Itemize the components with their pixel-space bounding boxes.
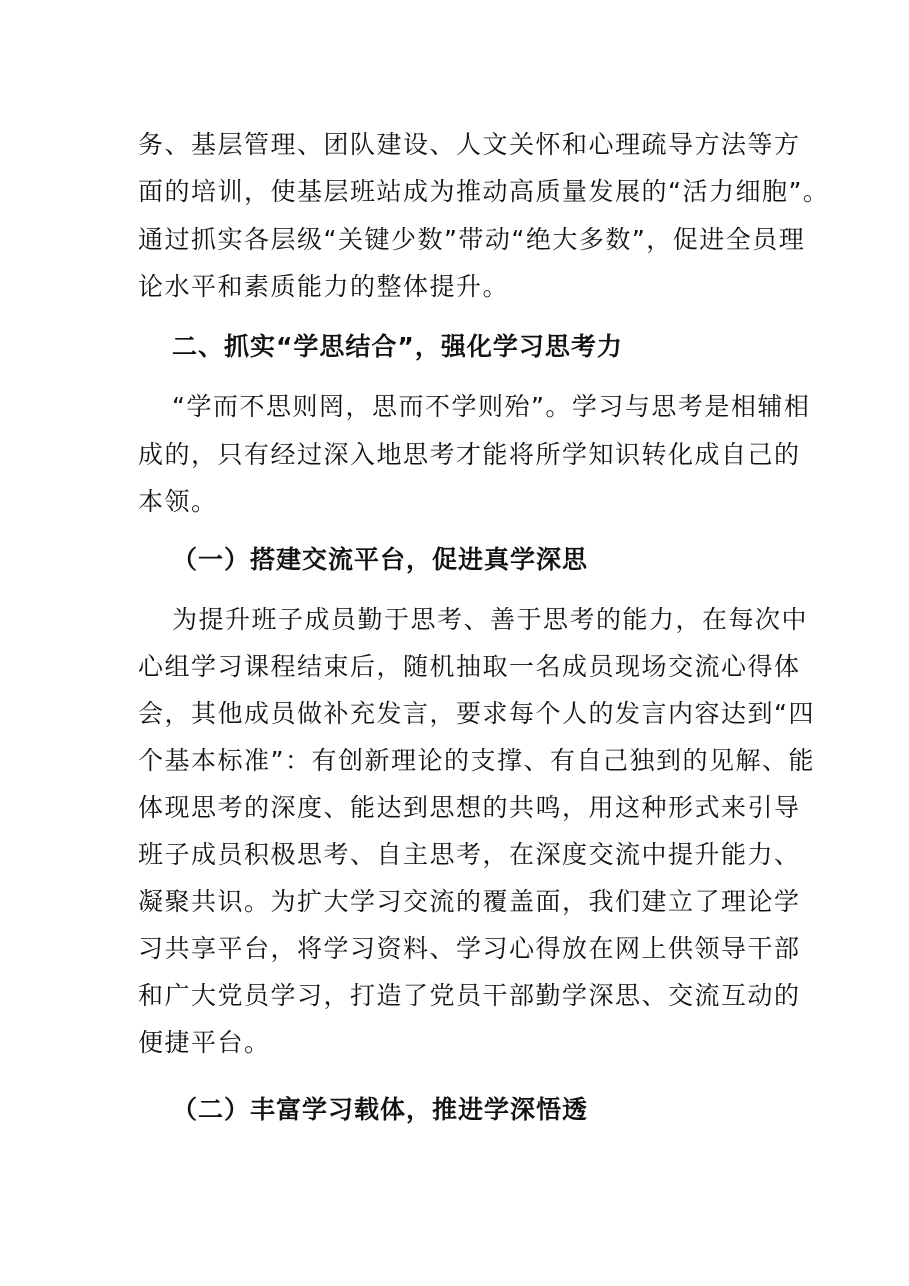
section-2-intro-line-1: “学而不思则罔，思而不学则殆”。学习与思考是相辅相: [172, 392, 811, 421]
subsection-1-heading: （一）搭建交流平台，促进真学深思: [172, 545, 589, 574]
paragraph-1-line-4: 论水平和素质能力的整体提升。: [138, 272, 510, 301]
subsection-1-line-7: 凝聚共识。为扩大学习交流的覆盖面，我们建立了理论学: [138, 887, 801, 916]
paragraph-1-line-1: 务、基层管理、团队建设、人文关怀和心理疏导方法等方: [138, 130, 801, 159]
paragraph-1-line-2: 面的培训，使基层班站成为推动高质量发展的“活力细胞”。: [138, 177, 830, 206]
subsection-1-line-4: 个基本标准”：有创新理论的支撑、有自己独到的见解、能: [138, 746, 815, 775]
subsection-1-line-1: 为提升班子成员勤于思考、善于思考的能力，在每次中: [172, 605, 809, 634]
section-2-heading: 二、抓实“学思结合”，强化学习思考力: [172, 332, 623, 361]
subsection-1-line-10: 便捷平台。: [138, 1028, 271, 1057]
subsection-1-line-3: 会，其他成员做补充发言，要求每个人的发言内容达到“四: [138, 699, 815, 728]
section-2-intro-line-2: 成的，只有经过深入地思考才能将所学知识转化成自己的: [138, 440, 801, 469]
subsection-1-line-2: 心组学习课程结束后，随机抽取一名成员现场交流心得体: [138, 652, 801, 681]
section-2-intro-line-3: 本领。: [138, 487, 218, 516]
paragraph-1-line-3: 通过抓实各层级“关键少数”带动“绝大多数”，促进全员理: [138, 225, 806, 254]
subsection-1-line-5: 体现思考的深度、能达到思想的共鸣，用这种形式来引导: [138, 793, 801, 822]
subsection-2-heading: （二）丰富学习载体，推进学深悟透: [172, 1095, 589, 1124]
subsection-1-line-9: 和广大党员学习，打造了党员干部勤学深思、交流互动的: [138, 981, 801, 1010]
subsection-1-line-8: 习共享平台，将学习资料、学习心得放在网上供领导干部: [138, 934, 801, 963]
subsection-1-line-6: 班子成员积极思考、自主思考，在深度交流中提升能力、: [138, 840, 801, 869]
